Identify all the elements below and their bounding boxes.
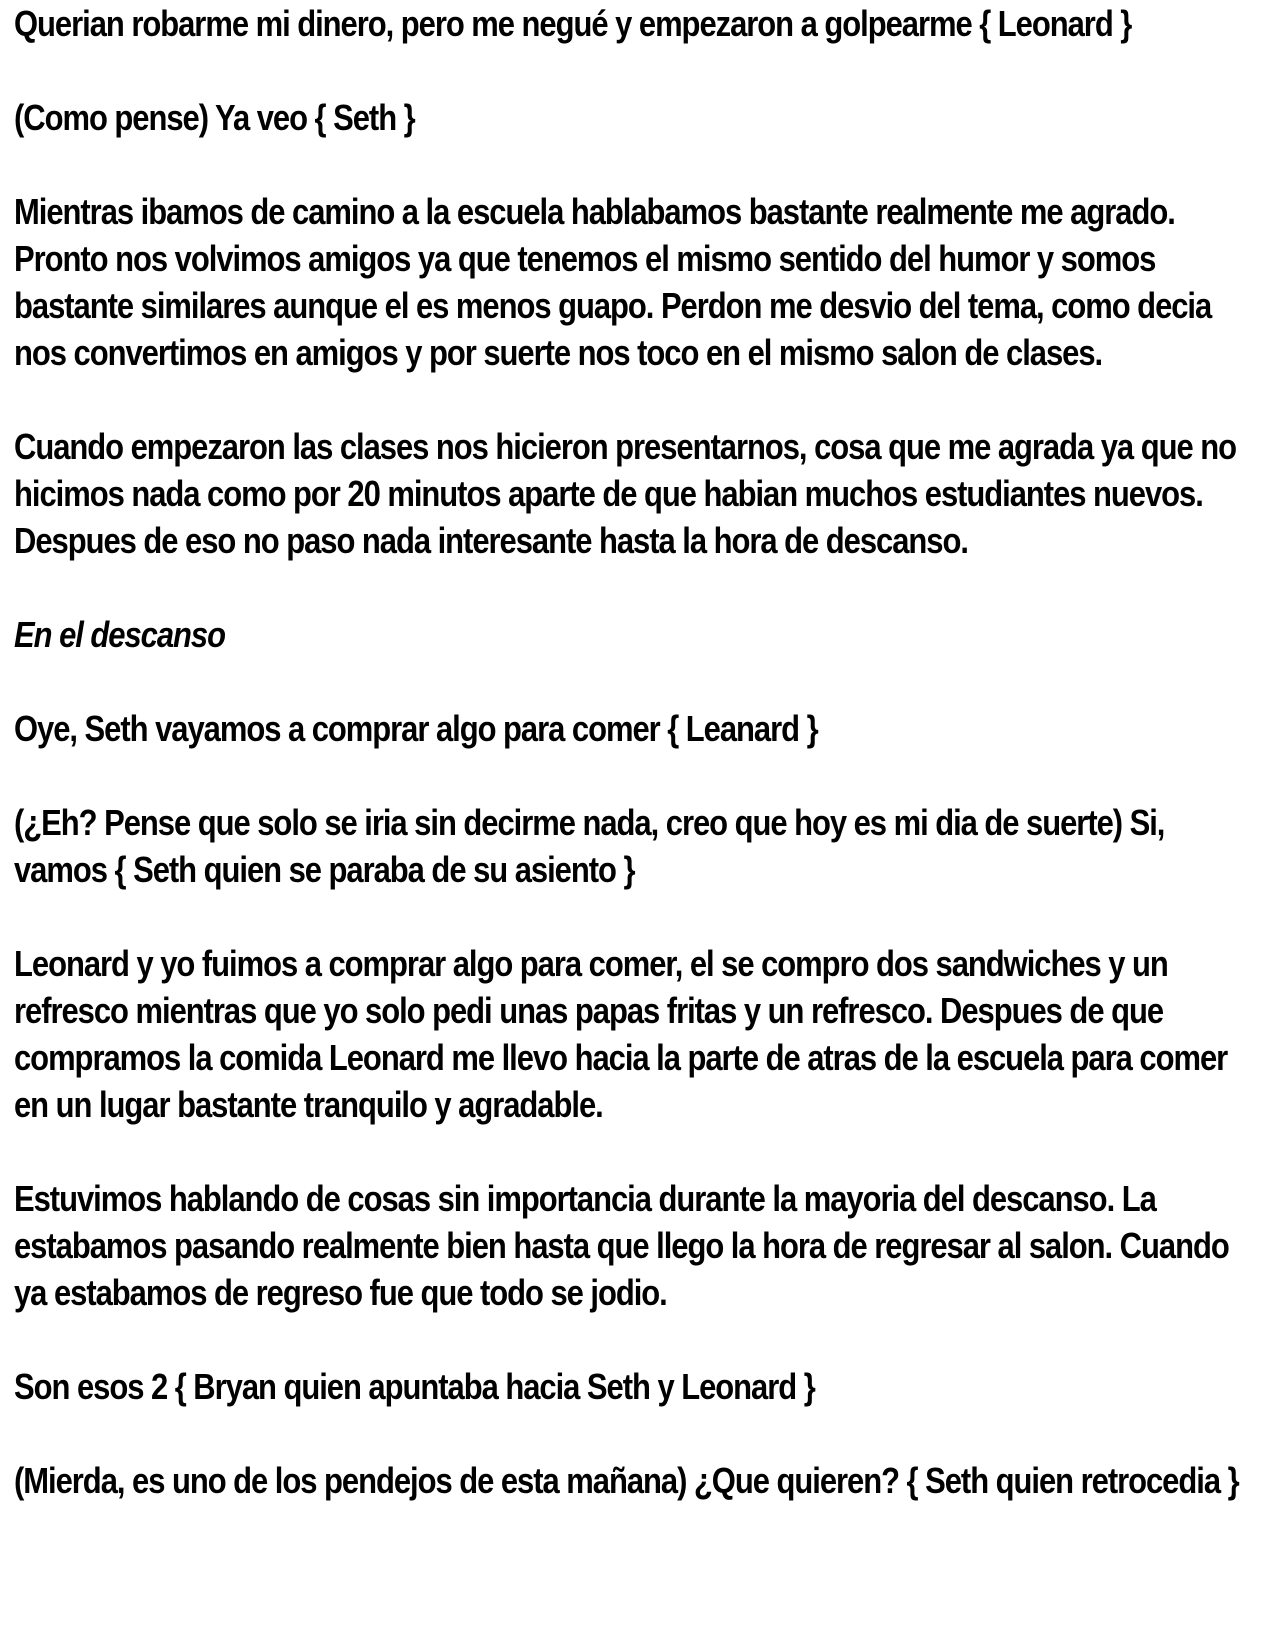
dialogue-line: Son esos 2 { Bryan quien apuntaba hacia Seth y Leonard } <box>14 1366 815 1407</box>
scene-heading: En el descanso <box>14 614 225 655</box>
narration-paragraph: Mientras ibamos de camino a la escuela hablabamos bastante realmente me agrado. Pronto nos volvimos amigos ya que tenemos el mismo sentido del humor y somos bastante similares aunque el es menos guapo. Perdon me desvio del tema, como decia nos convertimos en amigos y por suerte nos toco en el mismo salon de clases. <box>14 191 1212 373</box>
paragraph-gap <box>14 47 1089 94</box>
paragraph-gap <box>14 564 1089 611</box>
narration-paragraph: Estuvimos hablando de cosas sin importancia durante la mayoria del descanso. La estabamos pasando realmente bien hasta que llego la hora de regresar al salon. Cuando ya estabamos de regreso fue que todo se jodio. <box>14 1178 1229 1313</box>
narration-paragraph: Leonard y yo fuimos a comprar algo para comer, el se compro dos sandwiches y un refresco mientras que yo solo pedi unas papas fritas y un refresco. Despues de que compramos la comida Leonard me llevo hacia la parte de atras de la escuela para comer en un lugar bastante tranquilo y agradable. <box>14 943 1228 1125</box>
paragraph-gap <box>14 1410 1089 1457</box>
paragraph-gap <box>14 658 1089 705</box>
document-page <box>14 0 1239 1504</box>
dialogue-line: (¿Eh? Pense que solo se iria sin decirme nada, creo que hoy es mi dia de suerte) Si, vamos { Seth quien se paraba de su asiento } <box>14 802 1165 890</box>
narration-paragraph: Cuando empezaron las clases nos hicieron presentarnos, cosa que me agrada ya que no hicimos nada como por 20 minutos aparte de que habian muchos estudiantes nuevos. Despues de eso no paso nada interesante hasta la hora de descanso. <box>14 426 1236 561</box>
paragraph-gap <box>14 141 1089 188</box>
dialogue-line: (Como pense) Ya veo { Seth } <box>14 97 415 138</box>
dialogue-line: Querian robarme mi dinero, pero me negué y empezaron a golpearme { Leonard } <box>14 3 1132 44</box>
paragraph-gap <box>14 1316 1089 1363</box>
paragraph-gap <box>14 752 1089 799</box>
paragraph-gap <box>14 1128 1089 1175</box>
paragraph-gap <box>14 376 1089 423</box>
dialogue-line: (Mierda, es uno de los pendejos de esta mañana) ¿Que quieren? { Seth quien retrocedia } <box>14 1460 1239 1501</box>
paragraph-gap <box>14 893 1089 940</box>
dialogue-line: Oye, Seth vayamos a comprar algo para comer { Leanard } <box>14 708 818 749</box>
